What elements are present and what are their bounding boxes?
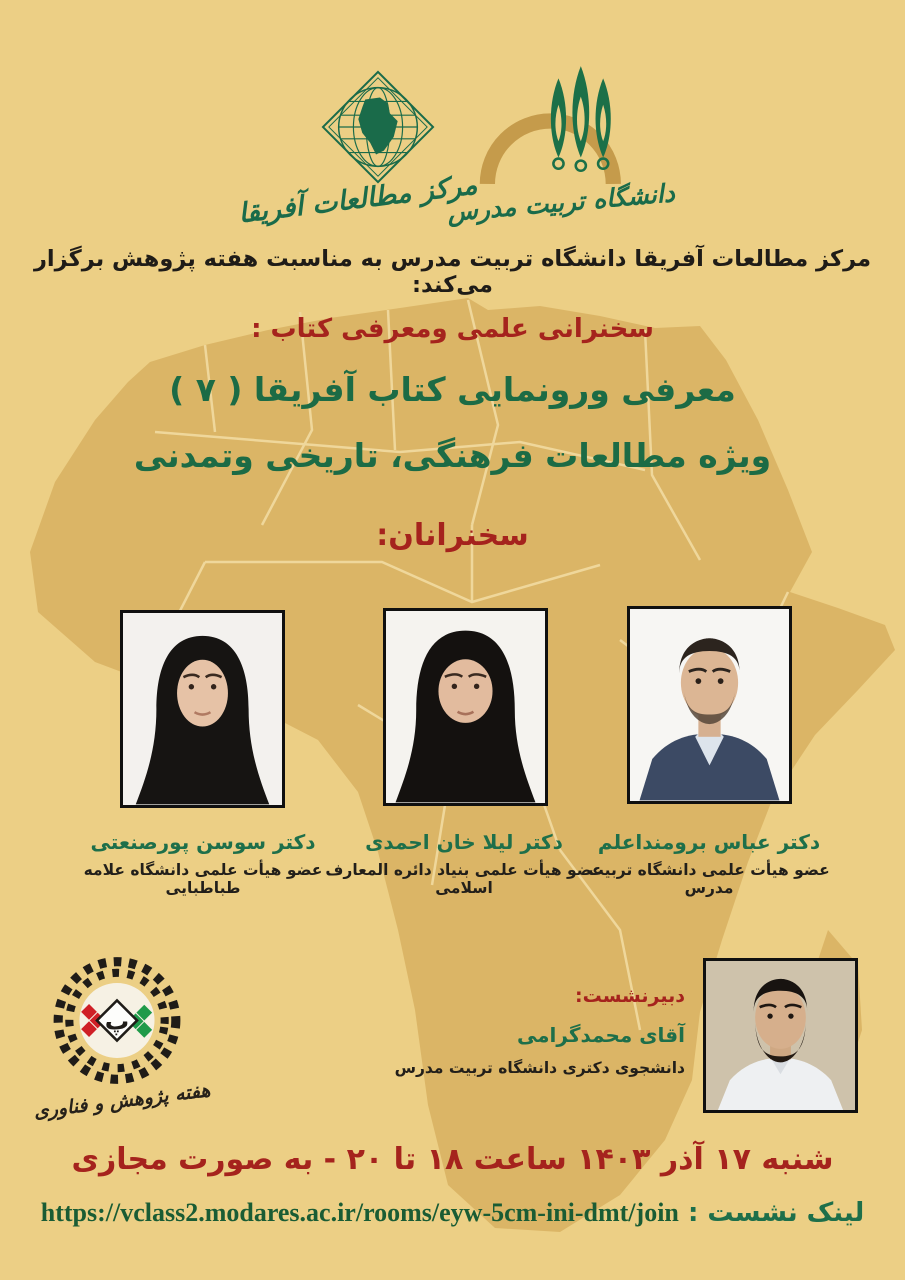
research-week-logo-caption: هفته پژوهش و فناوری	[32, 1079, 212, 1123]
speaker-affiliation: عضو هیأت علمی بنیاد دائره المعارف اسلامی	[325, 861, 603, 897]
speakers-heading: سخنرانان:	[376, 518, 529, 553]
africa-studies-center-logo-icon	[288, 68, 468, 186]
moderator-name: آقای محمدگرامی	[516, 1023, 685, 1047]
speaker-photo-khanahmadi	[383, 608, 548, 806]
speaker-name: دکتر لیلا خان احمدی	[365, 830, 563, 854]
meeting-link-line	[0, 1198, 905, 1228]
meeting-link-label: لینک نشست :	[687, 1198, 865, 1228]
speaker-name: دکتر عباس برومنداعلم	[597, 830, 821, 854]
speaker-name: دکتر سوسن پورصنعتی	[90, 830, 316, 854]
tarbiat-modares-university-logo-icon	[458, 56, 663, 188]
event-title-line1: معرفی ورونمایی کتاب آفریقا ( ۷ )	[169, 370, 736, 409]
moderator-block	[350, 985, 685, 1077]
speaker-caption	[63, 830, 343, 897]
speaker-caption	[569, 830, 849, 897]
meeting-link-url[interactable]: https://vclass2.modares.ac.ir/rooms/eyw-5cm-ini-dmt/join	[40, 1198, 679, 1227]
research-week-logo-icon	[46, 948, 188, 1093]
event-title-line2: ویژه مطالعات فرهنگی، تاریخی وتمدنی	[133, 436, 772, 475]
speaker-affiliation: عضو هیأت علمی دانشگاه تربیت مدرس	[588, 861, 830, 897]
event-datetime: شنبه ۱۷ آذر ۱۴۰۳ ساعت ۱۸ تا ۲۰ - به صورت مجازی	[71, 1142, 834, 1177]
speaker-affiliation: عضو هیأت علمی دانشگاه علامه طباطبایی	[83, 861, 323, 897]
moderator-heading: دبیرنشست:	[575, 985, 685, 1007]
africa-studies-center-logo-label: مرکز مطالعات آفریقا	[236, 169, 479, 230]
tarbiat-modares-university-logo-label: دانشگاه تربیت مدرس	[445, 178, 676, 228]
moderator-affiliation: دانشجوی دکتری دانشگاه تربیت مدرس	[394, 1059, 685, 1077]
speaker-photo-poursanati	[120, 610, 285, 808]
speaker-caption	[324, 830, 604, 897]
svg-text:پ: پ	[104, 1006, 130, 1036]
intro-line: مرکز مطالعات آفریقا دانشگاه تربیت مدرس به مناسبت هفته پژوهش برگزار می‌کند:	[33, 246, 872, 298]
event-kicker: سخنرانی علمی ومعرفی کتاب :	[251, 314, 654, 344]
moderator-photo-gerami	[703, 958, 858, 1113]
speaker-photo-boroumandalam	[627, 606, 792, 804]
